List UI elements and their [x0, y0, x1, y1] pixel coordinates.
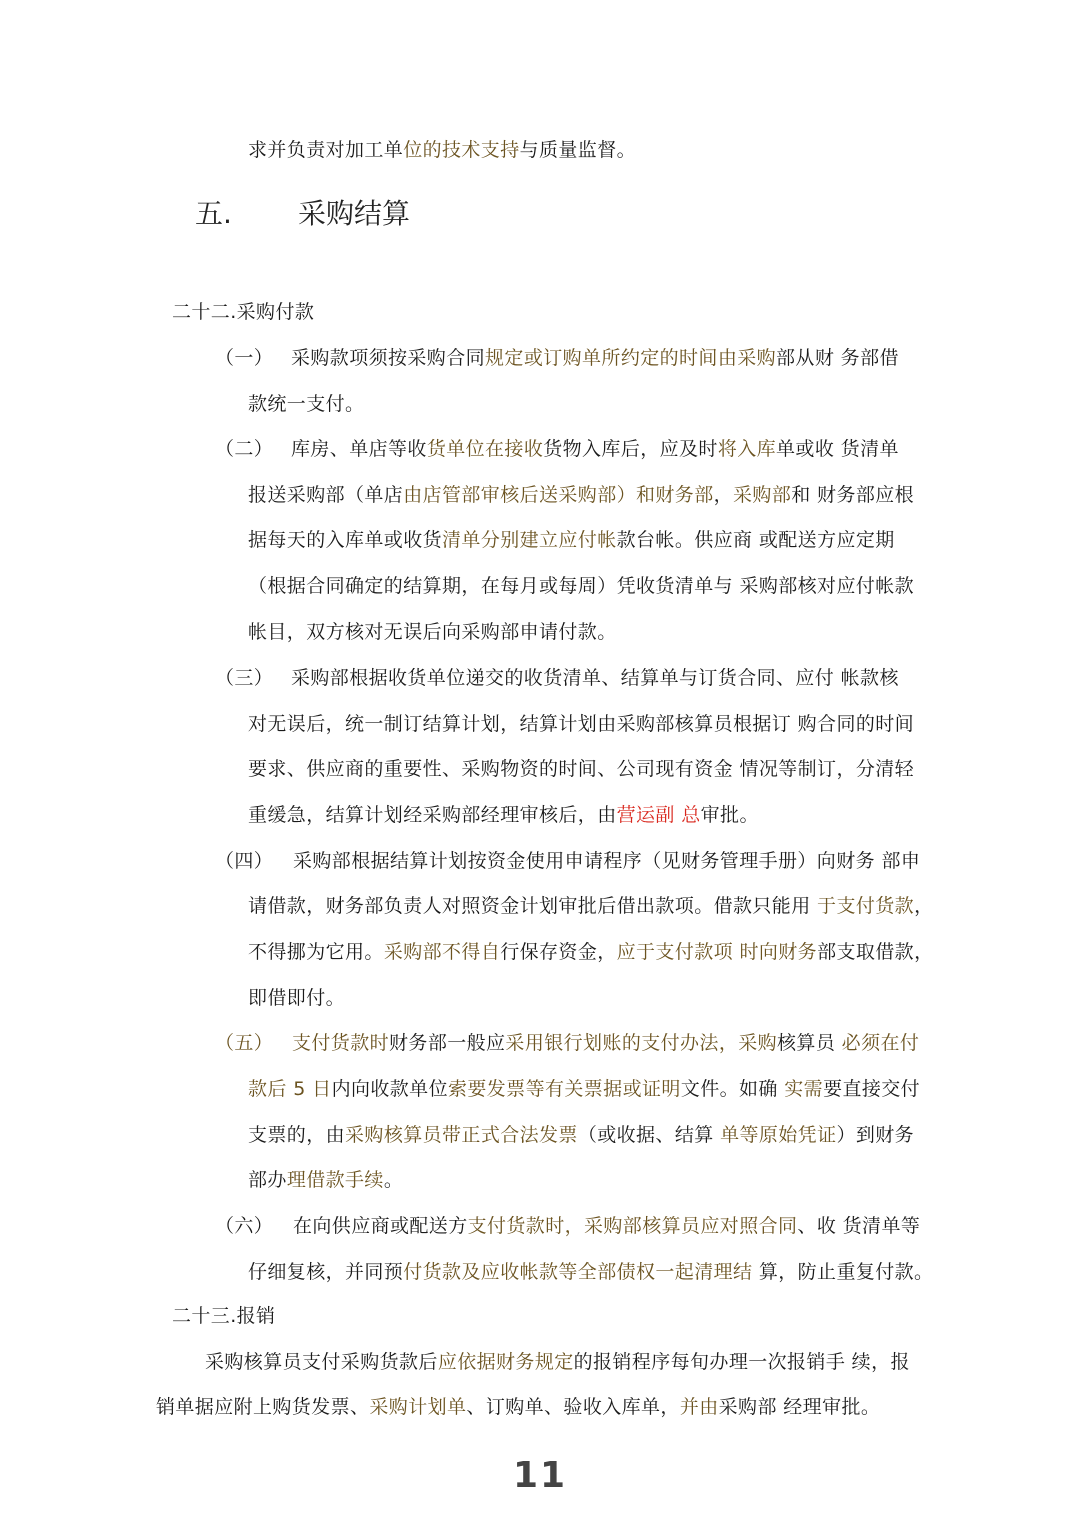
clause-heading-23: 二十三.报销: [172, 1305, 276, 1327]
item-marker-5: （五）: [215, 1032, 274, 1054]
paragraph-2-line: （根据合同确定的结算期，在每月或每周）凭收货清单与 采购部核对应付帐款: [248, 575, 915, 597]
item-marker-4: （四）: [215, 850, 274, 872]
paragraph-7-line: 销单据应附上购货发票、采购计划单、订购单、验收入库单，并由采购部 经理审批。: [156, 1396, 881, 1418]
paragraph-3-line: （三） 采购部根据收货单位递交的收货清单、结算单与订货合同、应付 帐款核: [215, 667, 899, 689]
paragraph-4-line: 不得挪为它用。采购部不得自行保存资金，应于支付款项 时向财务部支取借款，: [248, 941, 934, 963]
paragraph-1-line: 款统一支付。: [248, 393, 365, 415]
item-marker-3: （三）: [215, 667, 274, 689]
paragraph-2-line: （二） 库房、单店等收货单位在接收货物入库后，应及时将入库单或收 货清单: [215, 438, 899, 460]
paragraph-6-line: （六） 在向供应商或配送方支付货款时，采购部核算员应对照合同、收 货清单等: [215, 1215, 921, 1237]
item-marker-2: （二）: [215, 438, 274, 460]
paragraph-6-line: 仔细复核，并同预付货款及应收帐款等全部债权一起清理结 算，防止重复付款。: [248, 1261, 934, 1283]
paragraph-3-line: 对无误后，统一制订结算计划，结算计划由采购部核算员根据订 购合同的时间: [248, 713, 915, 735]
section-number: 五.: [195, 197, 232, 230]
paragraph-2-line: 据每天的入库单或收货清单分别建立应付帐款台帐。供应商 或配送方应定期: [248, 529, 895, 551]
paragraph-4-line: 即借即付。: [248, 987, 346, 1009]
paragraph-2-line: 帐目，双方核对无误后向采购部申请付款。: [248, 621, 617, 643]
section-heading: [195, 196, 410, 232]
text-line: 求并负责对加工单位的技术支持与质量监督。: [248, 139, 637, 161]
paragraph-5-line: 款后 5 日内向收款单位索要发票等有关票据或证明文件。如确 实需要直接交付: [248, 1078, 921, 1100]
paragraph-3-line: 要求、供应商的重要性、采购物资的时间、公司现有资金 情况等制订，分清轻: [248, 758, 915, 780]
item-marker-1: （一）: [215, 347, 274, 369]
paragraph-1-line: （一） 采购款项须按采购合同规定或订购单所约定的时间由采购部从财 务部借: [215, 347, 899, 369]
clause-heading-22: 二十二.采购付款: [172, 301, 315, 323]
paragraph-5-line: （五） 支付货款时财务部一般应采用银行划账的支付办法，采购核算员 必须在付: [215, 1032, 920, 1054]
paragraph-5-line: 部办理借款手续。: [248, 1169, 404, 1191]
page-number: 11: [512, 1455, 568, 1496]
paragraph-2-line: 报送采购部（单店由店管部审核后送采购部）和财务部，采购部和 财务部应根: [248, 484, 915, 506]
paragraph-5-line: 支票的，由采购核算员带正式合法发票（或收据、结算 单等原始凭证）到财务: [248, 1124, 915, 1146]
paragraph-4-line: （四） 采购部根据结算计划按资金使用申请程序（见财务管理手册）向财务 部申: [215, 850, 921, 872]
section-title: 采购结算: [298, 197, 411, 230]
paragraph-4-line: 请借款，财务部负责人对照资金计划审批后借出款项。借款只能用 于支付货款，: [248, 895, 934, 917]
paragraph-7-line: 采购核算员支付采购货款后应依据财务规定的报销程序每旬办理一次报销手 续，报: [205, 1351, 910, 1373]
paragraph-3-line: 重缓急，结算计划经采购部经理审核后，由营运副 总审批。: [248, 804, 759, 826]
item-marker-6: （六）: [215, 1215, 274, 1237]
